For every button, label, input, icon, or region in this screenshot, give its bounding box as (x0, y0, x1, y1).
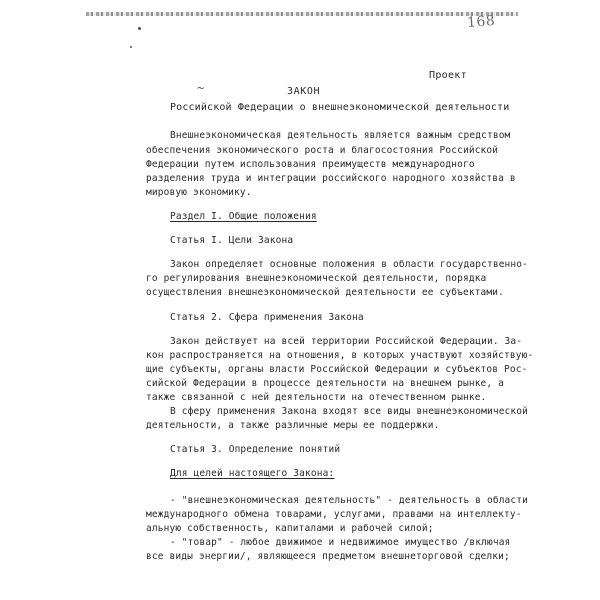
article-line: го регулирования внешнеэкономической деятельности, порядка (146, 273, 487, 284)
article-line: все виды энергии/, являющееся предметом внешнеторговой сделки; (146, 551, 510, 562)
article-line: сийской Федерации в процессе деятельности на внешнем рынке, а (146, 378, 505, 389)
article-line: - "товар" - любое движимое и недвижимое имущество /включая (170, 537, 511, 548)
article-line: также связанной с ней деятельности на отечественном рынке. (146, 392, 487, 403)
article-line: международного обмена товарами, услугами, правами на интеллекту- (146, 509, 522, 520)
article-line: деятельности, а также различные меры ее поддержки. (146, 420, 440, 431)
article-line: - "внешнеэкономическая деятельность" - деятельность в области (170, 495, 529, 506)
draft-stamp: Проект (429, 70, 467, 81)
preamble-line: разделения труда и интеграции российского народного хозяйства в (146, 173, 516, 184)
article-line: Закон определяет основные положения в области государственно- (170, 259, 529, 270)
article-line: кон распространяется на отношения, в которых участвуют хозяйствую- (146, 350, 534, 361)
article-line: осуществления внешнеэкономической деятельности ее субъектами. (146, 287, 505, 298)
document-subtitle: Российской Федерации о внешнеэкономической деятельности (170, 102, 510, 113)
article-line: В сферу применения Закона входят все виды внешнеэкономической (170, 406, 529, 417)
document-title: ЗАКОН (287, 86, 321, 97)
section-heading: Раздел I. Общие положения (170, 211, 317, 222)
article-heading: Статья 2. Сфера применения Закона (170, 312, 364, 323)
preamble-line: обеспечения экономического роста и благосостояния Российской (146, 145, 499, 156)
scan-speck (130, 46, 132, 48)
page-number: 168 (466, 13, 496, 31)
article-line: Закон действует на всей территории Российской Федерации. За- (170, 336, 523, 347)
article-line: альную собственность, капиталами и рабочей силой; (146, 523, 434, 534)
scan-top-edge (86, 12, 518, 16)
preamble-line: Внешнеэкономическая деятельность является важным средством (170, 130, 511, 141)
preamble-line: Федерации путем использования преимуществ международного (146, 159, 475, 170)
article-heading: Статья I. Цели Закона (170, 235, 294, 246)
article-intro: Для целей настоящего Закона: (170, 468, 335, 479)
article-heading: Статья 3. Определение понятий (170, 444, 341, 455)
scan-speck (138, 27, 141, 30)
handwritten-mark: ~ (197, 81, 205, 95)
article-line: щие субъекты, органы власти Российской Федерации и субъектов Рос- (146, 364, 528, 375)
preamble-line: мировую экономику. (146, 187, 252, 198)
